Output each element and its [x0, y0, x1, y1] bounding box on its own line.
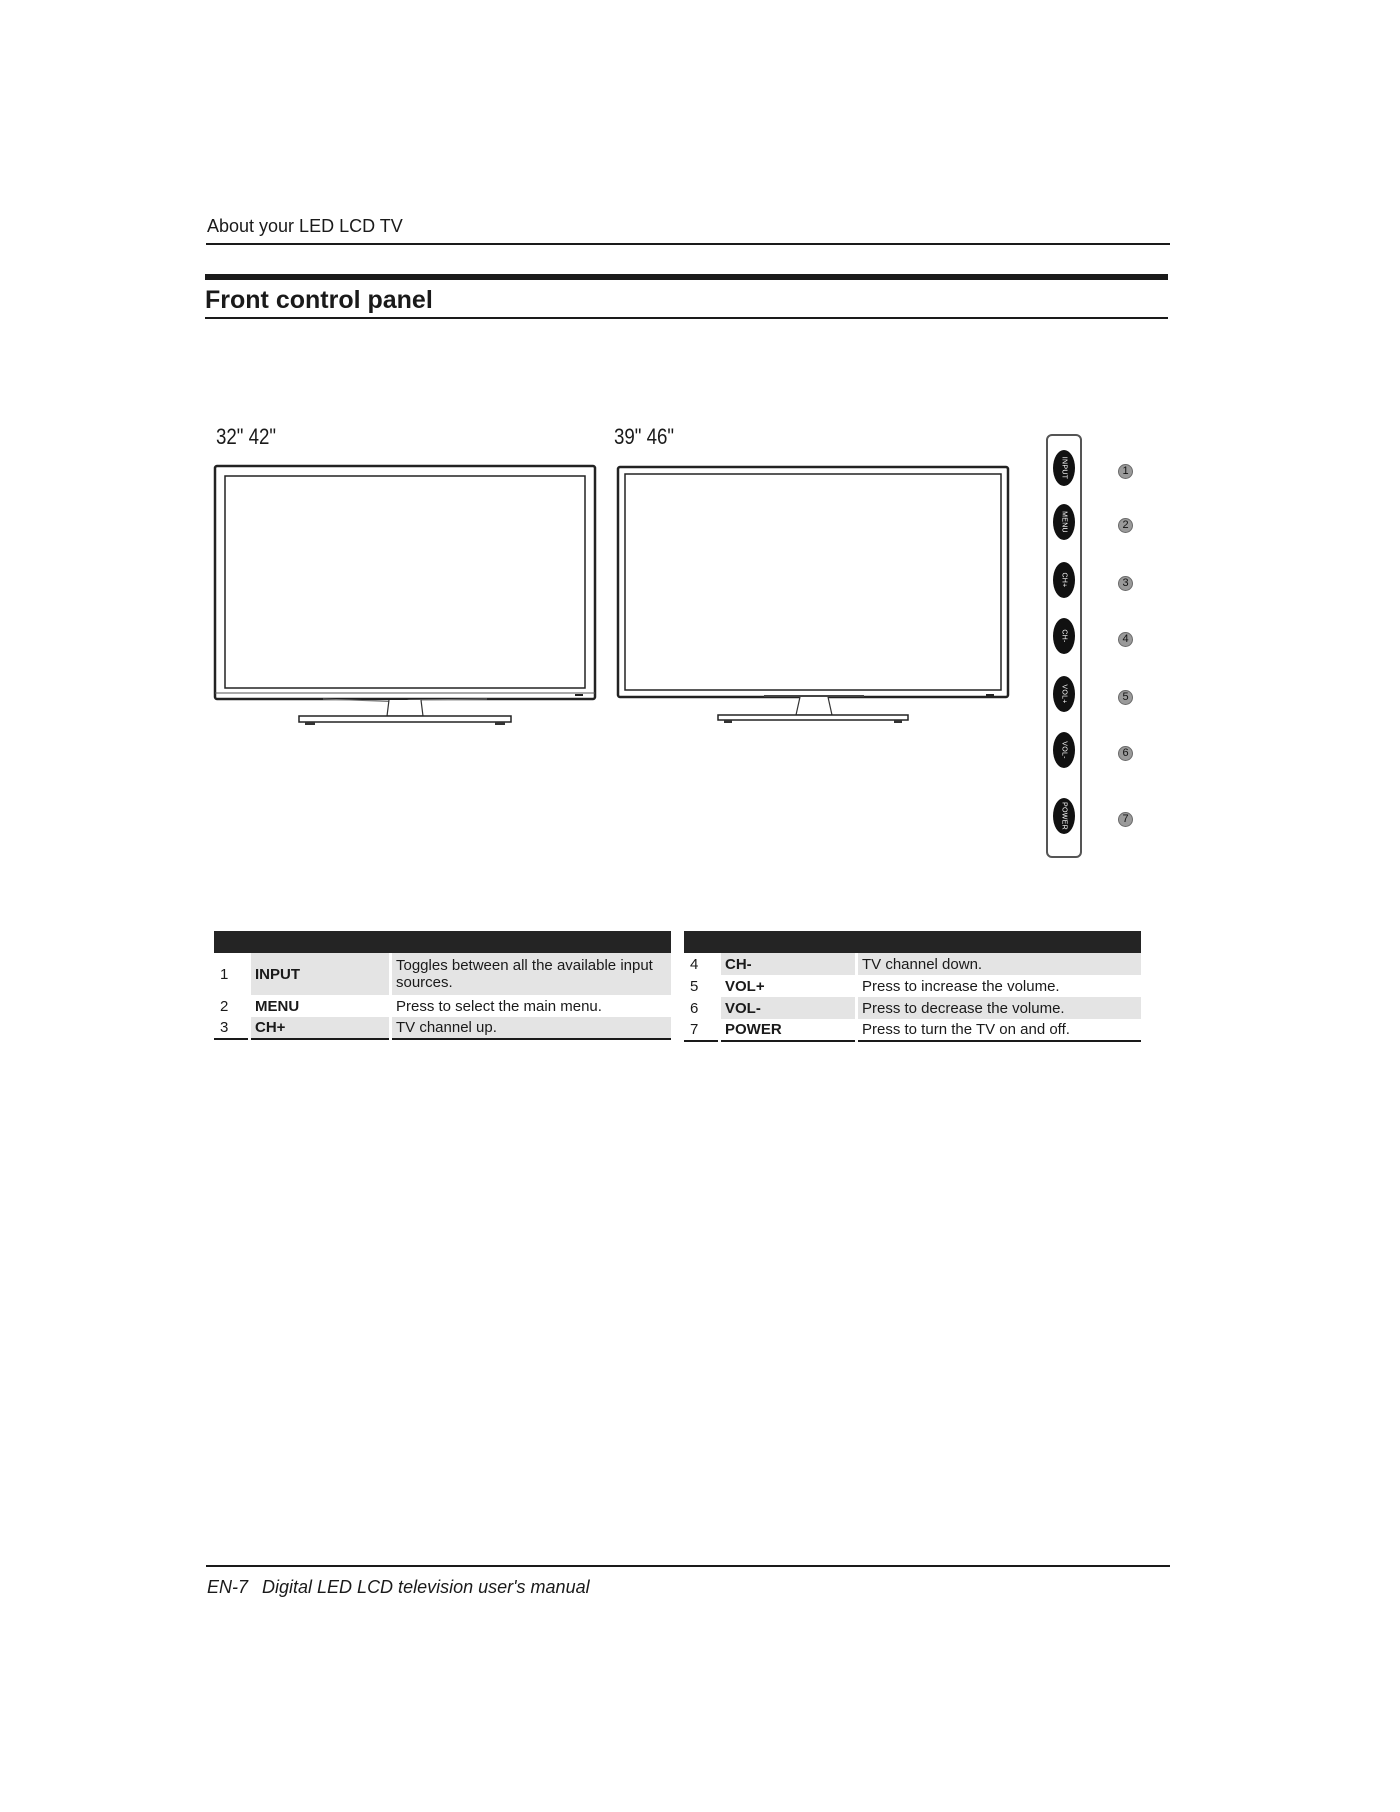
table-row: 7 POWER Press to turn the TV on and off. [684, 1019, 1141, 1041]
callout-number-6: 6 [1118, 746, 1133, 761]
table-header-row [214, 931, 671, 953]
side-control-panel [1046, 434, 1082, 858]
table-row: 2 MENU Press to select the main menu. [214, 995, 671, 1017]
table-header-row [684, 931, 1141, 953]
callout-number-3: 3 [1118, 576, 1133, 591]
tv-left-illustration [213, 464, 599, 730]
table-row: 4 CH- TV channel down. [684, 953, 1141, 975]
callout-number-4: 4 [1118, 632, 1133, 647]
footer-title: Digital LED LCD television user's manual [262, 1577, 590, 1597]
section-header: About your LED LCD TV [207, 216, 403, 236]
page-footer [207, 1577, 590, 1598]
table-row: 5 VOL+ Press to increase the volume. [684, 975, 1141, 997]
menu-button[interactable]: MENU [1053, 504, 1075, 540]
callout-number-1: 1 [1118, 464, 1133, 479]
power-button[interactable]: POWER [1053, 798, 1075, 834]
tv-right-illustration [616, 465, 1012, 729]
table-row: 3 CH+ TV channel up. [214, 1017, 671, 1039]
tv-left-size-label: 32" 42" [216, 424, 277, 449]
title-rule [205, 317, 1168, 319]
title-bar [205, 274, 1168, 280]
channel-down-button[interactable]: CH- [1053, 618, 1075, 654]
callout-number-2: 2 [1118, 518, 1133, 533]
volume-down-button[interactable]: VOL- [1053, 732, 1075, 768]
footer-rule [206, 1565, 1170, 1567]
volume-up-button[interactable]: VOL+ [1053, 676, 1075, 712]
channel-up-button[interactable]: CH+ [1053, 562, 1075, 598]
table-row: 1 INPUT Toggles between all the available input sources. [214, 953, 671, 995]
controls-table-left [214, 931, 671, 1040]
callout-number-7: 7 [1118, 812, 1133, 827]
table-row: 6 VOL- Press to decrease the volume. [684, 997, 1141, 1019]
header-rule [206, 243, 1170, 245]
controls-table-right [684, 931, 1141, 1042]
page-title: Front control panel [205, 286, 433, 314]
page-number: EN-7 [207, 1577, 249, 1597]
input-button[interactable]: INPUT [1053, 450, 1075, 486]
callout-number-5: 5 [1118, 690, 1133, 705]
tv-right-size-label: 39" 46" [614, 424, 675, 449]
